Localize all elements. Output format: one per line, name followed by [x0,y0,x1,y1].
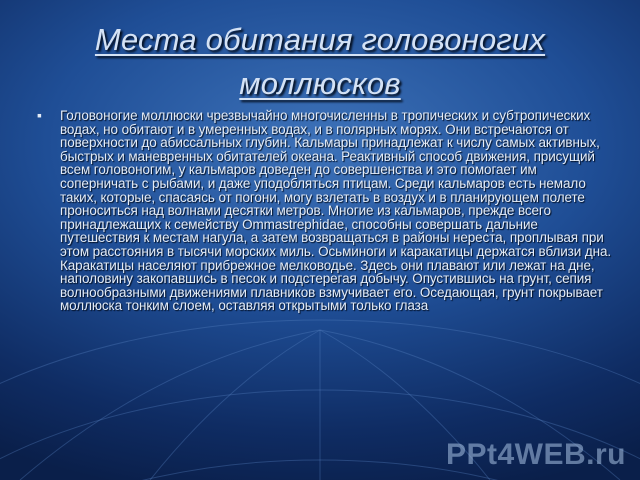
watermark-logo: PPt4WEB.ru [445,438,626,471]
slide-title: Места обитания головоногих моллюсков [94,22,546,101]
body-paragraph: Головоногие моллюски чрезвычайно многочисленны в тропических и субтропических водах, но обитают и в умеренных водах, и в полярных морях. Они встречаются от поверхности до абиссальных глубин. Кальмары принадлежат к числу самых активных, быстрых и маневренных обитателей океана. Реактивный способ движения, присущий всем головоногим, у кальмаров доведен до совершенства и это помогает им соперничать с рыбами, и даже уподобляться птицам. Среди кальмаров есть немало таких, которые, спасаясь от погони, могу взлетать в воздух и в планирующем полете проноситься над волнами десятки метров. Многие из кальмаров, прежде всего принадлежащих к семейству Ommastrephidae, способны совершать дальние путешествия к местам нагула, а затем возвращаться в районы нереста, проплывая при этом расстояния в тысячи морских миль. Осьминоги и каракатицы держатся вблизи дна. Каракатицы населяют прибрежное мелководье. Здесь они плавают или лежат на дне, наполовину закопавшись в песок и подстерегая добычу. Опустившись на грунт, сепия волнообразными движениями плавников взмучивает его. Оседающая, грунт покрывает моллюска тонким слоем, оставляя открытыми только глаза [60,108,612,314]
list-item [34,109,616,313]
bullet-icon: ▪ [37,107,42,123]
globe-longitude-line [20,330,320,480]
body-list [34,109,616,313]
